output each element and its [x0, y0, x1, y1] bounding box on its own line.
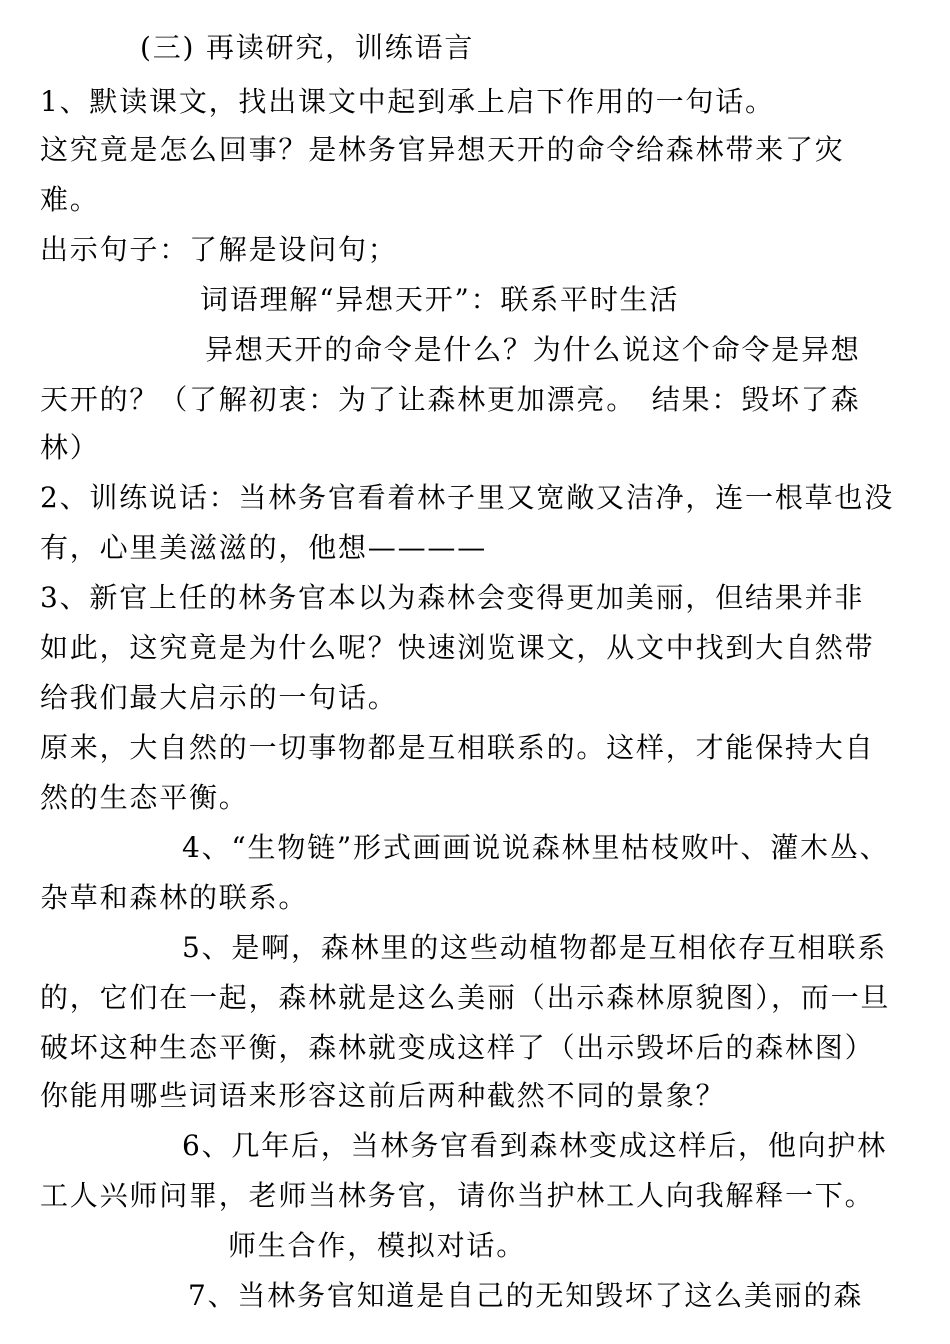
text-line: 1、默读课文，找出课文中起到承上启下作用的一句话。 [40, 85, 775, 118]
text-line: 杂草和森林的联系。 [40, 881, 309, 914]
text-line: 这究竟是怎么回事？是林务官异想天开的命令给森林带来了灾 [40, 133, 845, 166]
text-line: 出示句子：了解是设问句； [40, 233, 398, 266]
text-line: 的，它们在一起，森林就是这么美丽（出示森林原貌图），而一旦 [40, 981, 891, 1014]
text-line: 词语理解“异想天开”：联系平时生活 [200, 283, 680, 316]
text-line: 7、当林务官知道是自己的无知毁坏了这么美丽的森 [188, 1279, 864, 1312]
text-line: 师生合作，模拟对话。 [228, 1229, 527, 1262]
section-heading: (三) 再读研究，训练语言 [140, 31, 475, 64]
text-line: 给我们最大启示的一句话。 [40, 681, 398, 714]
text-line: 5、是啊，森林里的这些动植物都是互相依存互相联系 [182, 931, 888, 964]
text-line: 异想天开的命令是什么？为什么说这个命令是异想 [205, 333, 861, 366]
text-line: 难。 [40, 183, 100, 216]
text-line: 原来，大自然的一切事物都是互相联系的。这样，才能保持大自 [40, 731, 875, 764]
text-line: 林） [40, 431, 100, 464]
text-line: 你能用哪些词语来形容这前后两种截然不同的景象？ [40, 1079, 726, 1112]
text-line: 有，心里美滋滋的，他想———— [40, 531, 488, 564]
text-line: 然的生态平衡。 [40, 781, 249, 814]
text-line: 3、新官上任的林务官本以为森林会变得更加美丽，但结果并非 [40, 581, 865, 614]
text-line: 天开的？（了解初衷：为了让森林更加漂亮。 结果：毁坏了森 [40, 383, 861, 416]
text-line: 4、“生物链”形式画画说说森林里枯枝败叶、灌木丛、 [182, 831, 890, 864]
text-line: 6、几年后，当林务官看到森林变成这样后，他向护林 [182, 1129, 888, 1162]
text-line: 2、训练说话：当林务官看着林子里又宽敞又洁净，连一根草也没 [40, 481, 895, 514]
text-line: 如此，这究竟是为什么呢？快速浏览课文，从文中找到大自然带 [40, 631, 875, 664]
text-line: 工人兴师问罪，老师当林务官，请你当护林工人向我解释一下。 [40, 1179, 875, 1212]
text-line: 破坏这种生态平衡，森林就变成这样了（出示毁坏后的森林图） [40, 1031, 875, 1064]
